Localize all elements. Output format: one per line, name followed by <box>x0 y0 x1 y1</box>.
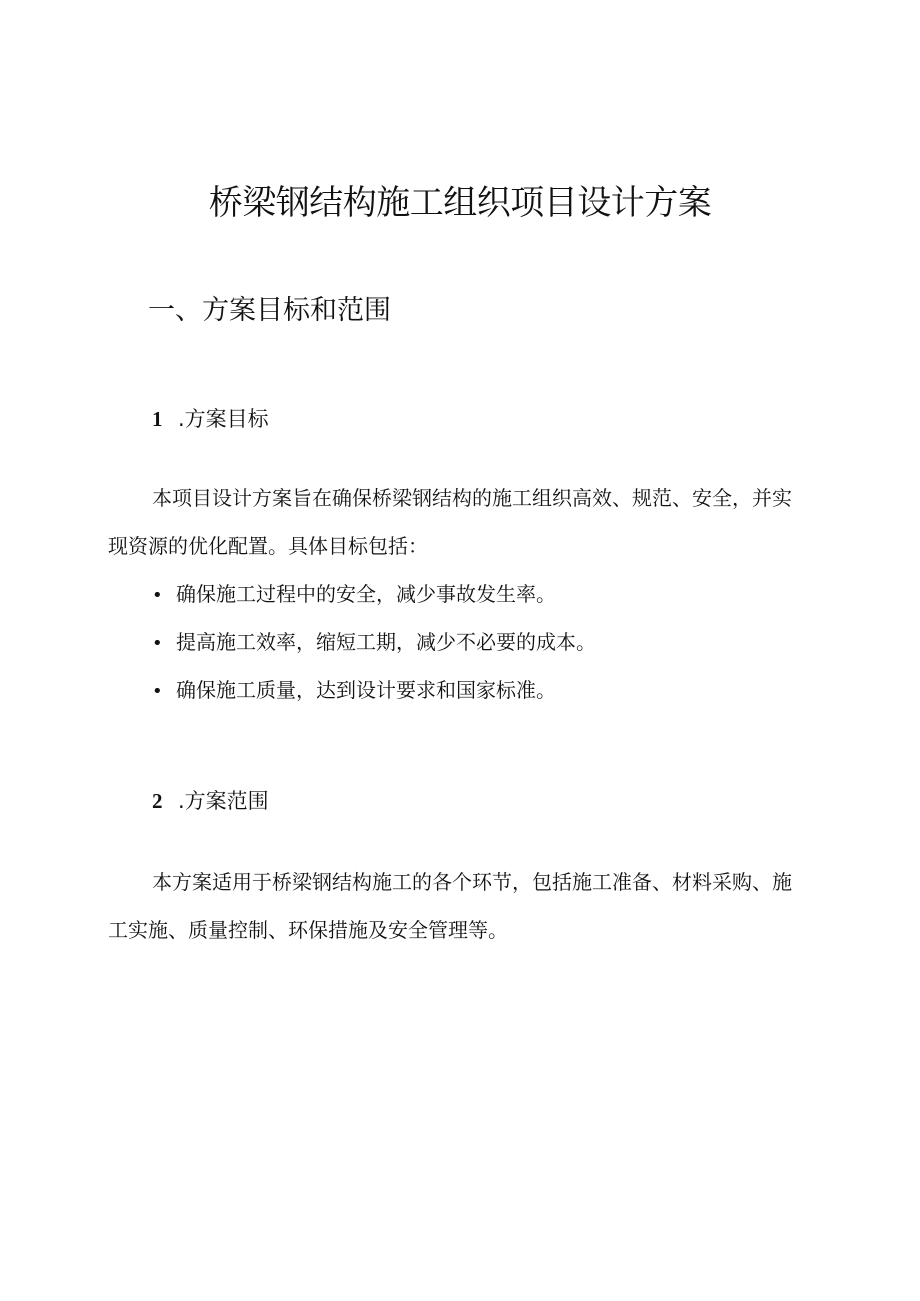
subheading-scope <box>152 786 269 816</box>
bullet-icon: • <box>152 633 163 654</box>
section-heading-goals-scope: 一、方案目标和范围 <box>148 295 391 326</box>
bullet-text: 确保施工过程中的安全，减少事故发生率。 <box>176 582 556 606</box>
document-title: 桥梁钢结构施工组织项目设计方案 <box>208 183 712 223</box>
subheading-goal-label: .方案目标 <box>178 407 269 431</box>
bullet-icon: • <box>152 681 163 702</box>
goal-bullet-list <box>152 570 596 714</box>
bullet-text: 提高施工效率，缩短工期，减少不必要的成本。 <box>176 630 596 654</box>
scope-paragraph: 本方案适用于桥梁钢结构施工的各个环节，包括施工准备、材料采购、施工实施、质量控制、环保措施及安全管理等。 <box>108 870 792 942</box>
list-item <box>152 666 596 714</box>
subheading-goal-number: 1 <box>152 407 163 431</box>
subheading-goal <box>152 404 269 434</box>
list-item <box>152 618 596 666</box>
subheading-scope-number: 2 <box>152 789 163 813</box>
bullet-text: 确保施工质量，达到设计要求和国家标准。 <box>176 678 556 702</box>
list-item <box>152 570 596 618</box>
subheading-scope-label: .方案范围 <box>178 789 269 813</box>
bullet-icon: • <box>152 585 163 606</box>
goal-paragraph: 本项目设计方案旨在确保桥梁钢结构的施工组织高效、规范、安全，并实现资源的优化配置。具体目标包括： <box>108 486 792 558</box>
